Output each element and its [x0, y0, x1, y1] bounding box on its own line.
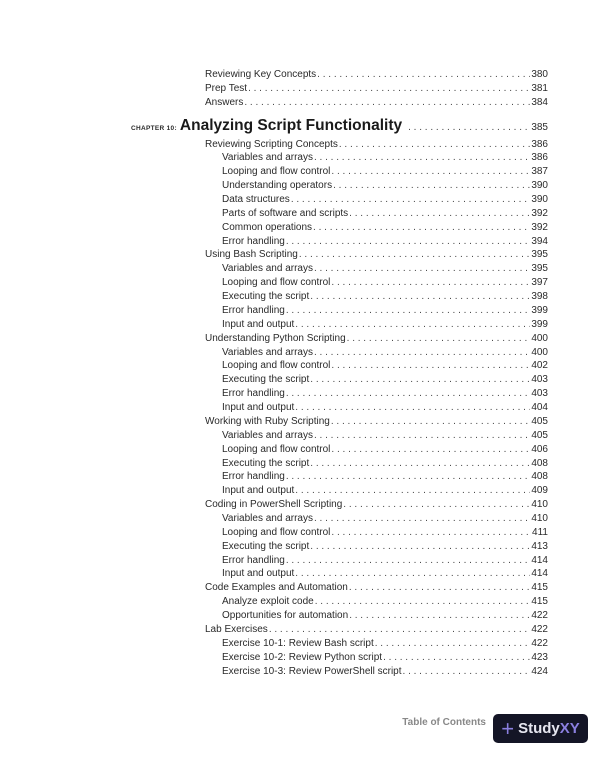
toc-entry[interactable] — [222, 457, 548, 470]
entry-title: Working with Ruby Scripting — [205, 415, 330, 427]
dot-leader — [286, 470, 531, 483]
entry-page: 422 — [531, 623, 548, 635]
entry-page: 415 — [531, 582, 548, 594]
toc-entry[interactable] — [222, 595, 548, 608]
toc-entry[interactable] — [222, 304, 548, 317]
toc-entry[interactable] — [222, 470, 548, 483]
entry-title: Using Bash Scripting — [205, 249, 298, 261]
toc-entry[interactable] — [205, 415, 548, 428]
entry-title: Input and output — [222, 318, 295, 330]
dot-leader — [317, 68, 530, 81]
entry-page: 399 — [531, 304, 548, 316]
toc-entry[interactable] — [222, 235, 548, 248]
toc-entry[interactable] — [205, 581, 548, 594]
chapter-label: CHAPTER 10: — [131, 125, 177, 132]
entry-page: 402 — [531, 360, 548, 372]
entry-title: Executing the script — [222, 540, 310, 552]
dot-leader — [375, 637, 531, 650]
entry-title: Reviewing Key Concepts — [205, 69, 317, 80]
entry-title: Answers — [205, 96, 244, 108]
dot-leader — [349, 581, 530, 594]
toc-entry[interactable] — [222, 290, 548, 303]
entry-title: Looping and flow control — [222, 166, 331, 178]
toc-entry[interactable] — [222, 262, 548, 275]
toc-entry[interactable] — [205, 138, 548, 151]
toc-entry[interactable] — [222, 567, 548, 580]
entry-title: Error handling — [222, 235, 285, 247]
entry-title: Error handling — [222, 304, 285, 316]
dot-leader — [310, 540, 530, 553]
toc-entry[interactable] — [222, 609, 548, 622]
entry-title: Input and output — [222, 402, 295, 414]
entry-title: Lab Exercises — [205, 623, 268, 635]
entry-title: Input and output — [222, 485, 295, 497]
dot-leader — [286, 554, 531, 567]
dot-leader — [310, 457, 530, 470]
toc-entry[interactable] — [205, 623, 548, 636]
dot-leader — [349, 609, 530, 622]
entry-page: 400 — [531, 346, 548, 358]
entry-page: 395 — [531, 249, 548, 261]
entry-title: Exercise 10-2: Review Python script — [222, 651, 383, 663]
dot-leader — [314, 262, 530, 275]
entry-page: 424 — [531, 665, 548, 677]
entry-title: Error handling — [222, 388, 285, 400]
entry-page: 400 — [531, 332, 548, 344]
entry-page: 403 — [531, 388, 548, 400]
dot-leader — [295, 401, 530, 414]
entry-page: 380 — [531, 69, 548, 80]
dot-leader — [347, 332, 531, 345]
dot-leader — [314, 346, 530, 359]
toc-entry[interactable] — [205, 248, 548, 261]
entry-page: 394 — [531, 235, 548, 247]
entry-title: Input and output — [222, 568, 295, 580]
toc-entry[interactable] — [222, 346, 548, 359]
dot-leader — [269, 623, 531, 636]
toc-entry[interactable] — [222, 221, 548, 234]
entry-title: Executing the script — [222, 374, 310, 386]
dot-leader — [331, 415, 530, 428]
entry-page: 413 — [531, 540, 548, 552]
dot-leader — [295, 484, 530, 497]
entry-title: Common operations — [222, 221, 313, 233]
entry-page: 414 — [531, 568, 548, 580]
entry-title: Looping and flow control — [222, 360, 331, 372]
entry-page: 390 — [531, 193, 548, 205]
dot-leader — [339, 138, 530, 151]
toc-entry[interactable] — [222, 318, 548, 331]
entry-page: 423 — [531, 651, 548, 663]
dot-leader — [408, 119, 530, 137]
entry-title: Variables and arrays — [222, 512, 313, 524]
toc-entry[interactable] — [222, 165, 548, 178]
dot-leader — [403, 665, 531, 678]
dot-leader — [295, 567, 530, 580]
dot-leader — [310, 290, 530, 303]
entry-page: 411 — [532, 526, 548, 538]
toc-entry[interactable] — [222, 554, 548, 567]
entry-page: 409 — [531, 485, 548, 497]
entry-title: Understanding operators — [222, 180, 333, 192]
entry-page: 386 — [531, 138, 548, 150]
dot-leader — [299, 248, 530, 261]
entry-title: Parts of software and scripts — [222, 207, 349, 219]
entry-title: Executing the script — [222, 291, 310, 303]
entry-page: 410 — [531, 499, 548, 511]
entry-title: Looping and flow control — [222, 526, 331, 538]
entry-page: 392 — [531, 207, 548, 219]
dot-leader — [244, 96, 530, 109]
entry-page: 422 — [531, 610, 548, 622]
entry-page: 387 — [531, 166, 548, 178]
toc-entry[interactable] — [222, 207, 548, 220]
toc-entry[interactable] — [205, 96, 548, 109]
entry-page: 390 — [531, 180, 548, 192]
entry-page: 408 — [531, 471, 548, 483]
entry-page: 395 — [531, 263, 548, 275]
dot-leader — [291, 193, 531, 206]
entry-page: 381 — [531, 82, 548, 94]
toc-entry[interactable] — [222, 401, 548, 414]
entry-title: Error handling — [222, 554, 285, 566]
entry-title: Prep Test — [205, 82, 248, 94]
entry-page: 408 — [531, 457, 548, 469]
entry-page: 399 — [531, 318, 548, 330]
toc-entry[interactable] — [222, 484, 548, 497]
entry-title: Variables and arrays — [222, 429, 313, 441]
entry-title: Data structures — [222, 193, 290, 205]
dot-leader — [286, 235, 531, 248]
entry-title: Variables and arrays — [222, 263, 313, 275]
dot-leader — [331, 276, 530, 289]
entry-page: 405 — [531, 429, 548, 441]
entry-page: 384 — [531, 96, 548, 108]
dot-leader — [343, 498, 530, 511]
entry-title: Executing the script — [222, 457, 310, 469]
toc-entry[interactable] — [222, 359, 548, 372]
chapter-heading[interactable] — [131, 117, 548, 135]
entry-title: Coding in PowerShell Scripting — [205, 499, 343, 511]
dot-leader — [248, 82, 530, 95]
toc-entry[interactable] — [205, 82, 548, 95]
toc-entry[interactable] — [222, 373, 548, 386]
entry-page: 414 — [531, 554, 548, 566]
entry-title: Variables and arrays — [222, 152, 313, 164]
plus-icon: + — [501, 715, 515, 741]
dot-leader — [286, 387, 531, 400]
dot-leader — [349, 207, 530, 220]
chapter-title: Analyzing Script Functionality — [179, 117, 403, 134]
entry-title: Variables and arrays — [222, 346, 313, 358]
brand-accent: XY — [559, 719, 580, 737]
entry-page: 397 — [531, 277, 548, 289]
toc-entry[interactable] — [222, 151, 548, 164]
entry-page: 415 — [531, 596, 548, 608]
toc-entry[interactable] — [222, 540, 548, 553]
entry-page: 406 — [531, 443, 548, 455]
toc-entry[interactable] — [205, 332, 548, 345]
entry-page: 410 — [531, 512, 548, 524]
dot-leader — [314, 512, 530, 525]
entry-title: Reviewing Scripting Concepts — [205, 138, 338, 150]
dot-leader — [315, 595, 531, 608]
toc-entry[interactable] — [205, 68, 548, 81]
dot-leader — [314, 429, 530, 442]
toc-entry[interactable] — [222, 637, 548, 650]
dot-leader — [314, 151, 530, 164]
footer-text: Table of Contents — [402, 717, 486, 728]
dot-leader — [331, 165, 530, 178]
dot-leader — [331, 359, 530, 372]
toc-entry[interactable] — [222, 179, 548, 192]
toc-entry[interactable] — [222, 193, 548, 206]
toc-entry[interactable] — [222, 651, 548, 664]
dot-leader — [383, 651, 530, 664]
dot-leader — [331, 443, 530, 456]
entry-title: Exercise 10-3: Review PowerShell script — [222, 665, 402, 677]
entry-title: Opportunities for automation — [222, 610, 349, 622]
toc-entry[interactable] — [222, 526, 548, 539]
toc-entry[interactable] — [222, 387, 548, 400]
entry-title: Exercise 10-1: Review Bash script — [222, 637, 374, 649]
entry-title: Looping and flow control — [222, 443, 331, 455]
entry-title: Understanding Python Scripting — [205, 332, 346, 344]
toc-entry[interactable] — [205, 498, 548, 511]
dot-leader — [286, 304, 531, 317]
toc-entry[interactable] — [222, 665, 548, 678]
entry-page: 386 — [531, 152, 548, 164]
entry-page: 422 — [531, 637, 548, 649]
entry-page: 392 — [531, 221, 548, 233]
entry-page: 398 — [531, 291, 548, 303]
brand-main: Study — [518, 719, 560, 737]
dot-leader — [310, 373, 530, 386]
entry-page: 405 — [531, 415, 548, 427]
entry-page: 403 — [531, 374, 548, 386]
entry-title: Error handling — [222, 471, 285, 483]
dot-leader — [331, 526, 531, 539]
entry-page: 404 — [531, 402, 548, 414]
studyxy-badge[interactable] — [493, 714, 588, 743]
entry-title: Code Examples and Automation — [205, 582, 348, 594]
entry-title: Looping and flow control — [222, 277, 331, 289]
toc-entry[interactable] — [222, 512, 548, 525]
dot-leader — [333, 179, 530, 192]
chapter-page: 385 — [531, 122, 548, 133]
dot-leader — [313, 221, 530, 234]
toc-entry[interactable] — [222, 429, 548, 442]
entry-title: Analyze exploit code — [222, 596, 314, 608]
toc-entry[interactable] — [222, 443, 548, 456]
toc-entry[interactable] — [222, 276, 548, 289]
dot-leader — [295, 318, 530, 331]
